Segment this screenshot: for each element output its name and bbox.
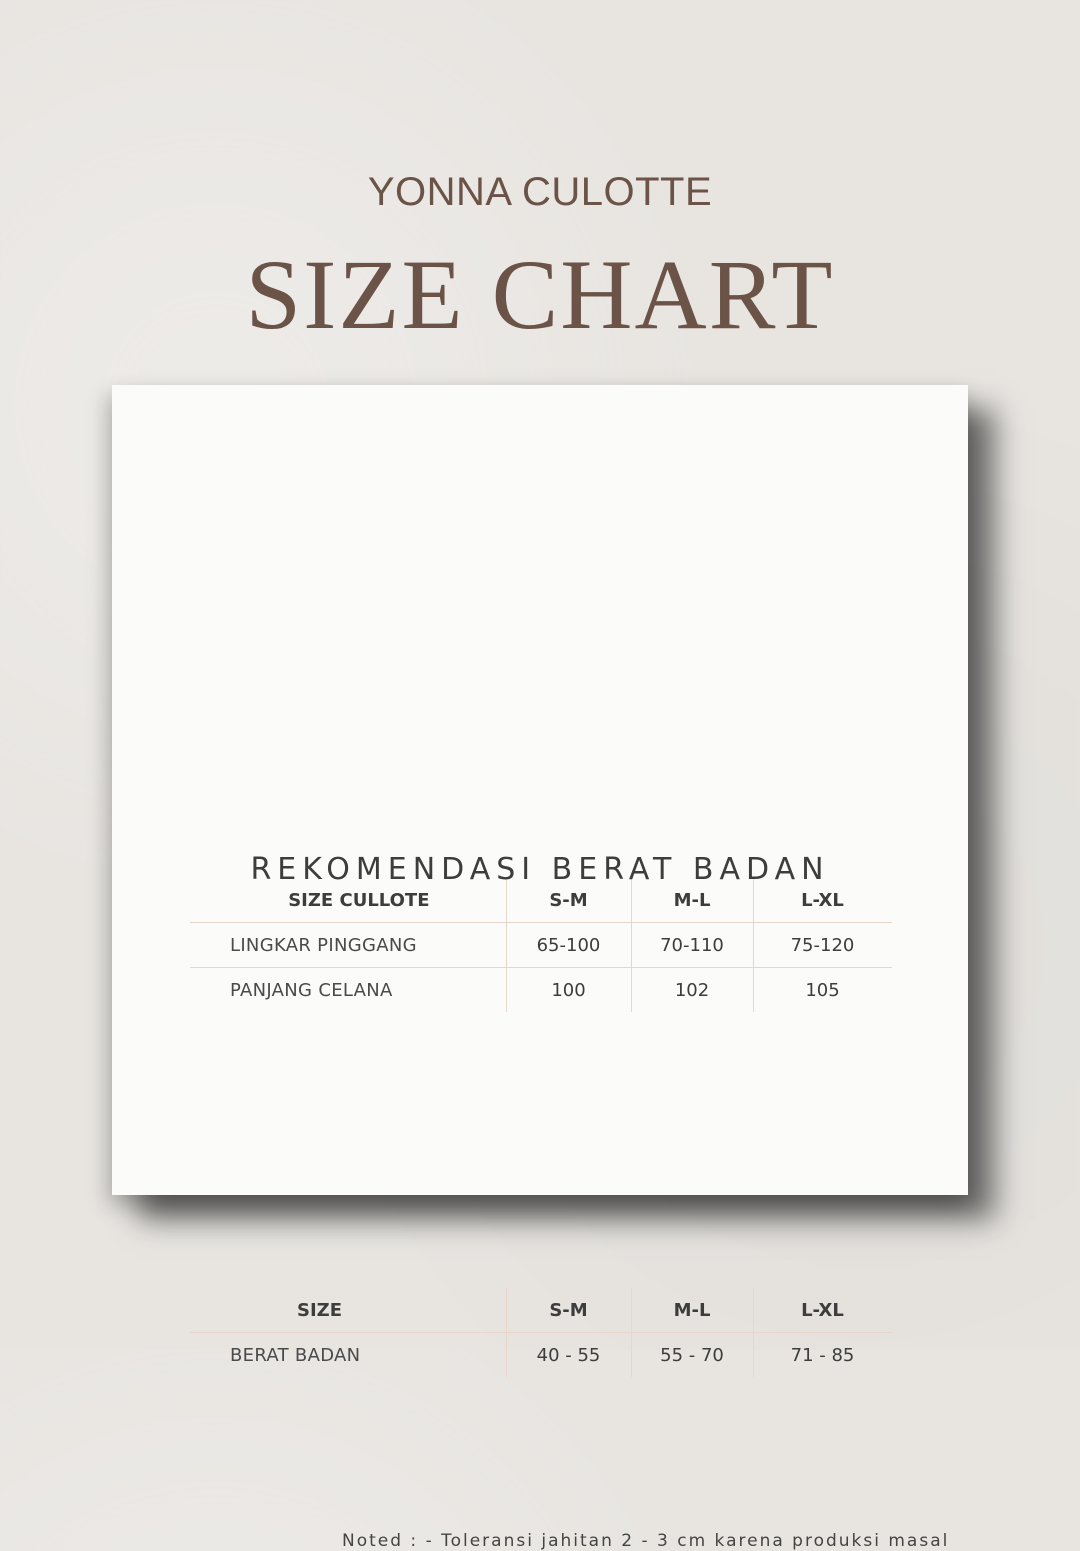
size-header-s-m: S-M [506, 878, 631, 923]
table-cell: 105 [753, 968, 892, 1013]
recommendation-heading: REKOMENDASI BERAT BADAN [250, 852, 830, 887]
size-table [190, 878, 892, 1012]
row-label: PANJANG CELANA [190, 968, 506, 1013]
size-header-m-l: M-L [631, 878, 753, 923]
table-row [190, 968, 892, 1013]
size-header-m-l: M-L [631, 1288, 753, 1333]
table-cell: 65-100 [506, 923, 631, 968]
size-table-header-label: SIZE CULLOTE [288, 889, 430, 911]
row-label: LINGKAR PINGGANG [190, 923, 506, 968]
tolerance-note: Noted : - Toleransi jahitan 2 - 3 cm karena produksi masal [342, 1531, 950, 1551]
table-cell: 70-110 [631, 923, 753, 968]
table-row [190, 1333, 892, 1378]
product-name: YONNA CULOTTE [367, 170, 713, 214]
weight-table [190, 1288, 892, 1377]
weight-table-header-row [190, 1288, 892, 1333]
size-header-l-xl: L-XL [753, 1288, 892, 1333]
size-header-s-m: S-M [506, 1288, 631, 1333]
size-chart-card [112, 385, 968, 1551]
table-cell: 40 - 55 [506, 1333, 631, 1378]
table-row [190, 923, 892, 968]
table-cell: 75-120 [753, 923, 892, 968]
table-cell: 71 - 85 [753, 1333, 892, 1378]
table-cell: 55 - 70 [631, 1333, 753, 1378]
table-cell: 102 [631, 968, 753, 1013]
table-cell: 100 [506, 968, 631, 1013]
weight-table-header-label: SIZE [297, 1299, 343, 1321]
size-header-l-xl: L-XL [753, 878, 892, 923]
page-title: SIZE CHART [245, 239, 835, 350]
row-label: BERAT BADAN [190, 1333, 506, 1378]
